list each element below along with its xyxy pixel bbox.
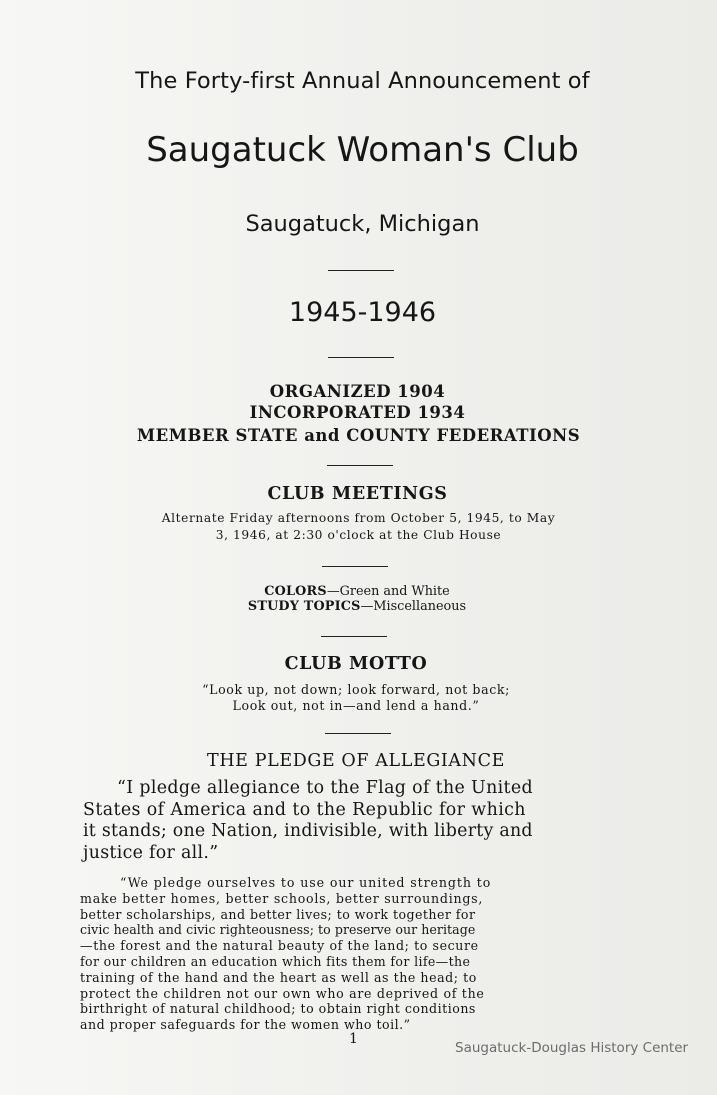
year-heading: 1945-1946 xyxy=(288,297,437,328)
creed-line: for our children an education which fits them for life—the xyxy=(80,953,471,969)
creed-line: training of the hand and the heart as well as the head; to xyxy=(80,969,477,985)
pledge-text xyxy=(83,778,623,864)
pledge-line: “I pledge allegiance to the Flag of the United xyxy=(117,778,533,798)
club-motto-title: CLUB MOTTO xyxy=(284,654,428,674)
organized-line: ORGANIZED 1904 xyxy=(269,382,446,401)
motto-line-2: Look out, not in—and lend a hand.” xyxy=(232,698,480,713)
divider xyxy=(327,465,393,466)
incorporated-line: INCORPORATED 1934 xyxy=(249,403,466,422)
history-center-watermark: Saugatuck-Douglas History Center xyxy=(455,1040,689,1056)
divider xyxy=(328,270,394,271)
location-heading: Saugatuck, Michigan xyxy=(245,211,480,237)
creed-line: make better homes, better schools, better surroundings, xyxy=(80,890,484,906)
announcement-heading: The Forty-first Annual Announcement of xyxy=(135,68,590,94)
page-number: 1 xyxy=(349,1031,358,1047)
womens-creed xyxy=(80,875,620,1033)
creed-line: —the forest and the natural beauty of the land; to secure xyxy=(80,938,479,954)
divider xyxy=(328,357,394,358)
divider xyxy=(325,733,391,734)
pledge-line: States of America and to the Republic for which xyxy=(83,799,526,820)
federation-line: MEMBER STATE and COUNTY FEDERATIONS xyxy=(136,426,581,445)
study-topics-line xyxy=(0,599,714,615)
divider xyxy=(321,636,387,637)
creed-line: birthright of natural childhood; to obtain right conditions xyxy=(80,1001,476,1017)
creed-line: protect the children not our own who are deprived of the xyxy=(80,985,485,1001)
divider xyxy=(322,566,388,567)
pledge-title: THE PLEDGE OF ALLEGIANCE xyxy=(207,751,505,771)
creed-line: and proper safeguards for the women who toil.” xyxy=(80,1017,411,1033)
colors-label: COLORS xyxy=(264,584,327,599)
motto-line-1: “Look up, not down; look forward, not back; xyxy=(202,682,510,697)
creed-line: “We pledge ourselves to use our united strength to xyxy=(120,875,492,890)
colors-line xyxy=(0,584,714,600)
study-topics-label: STUDY TOPICS xyxy=(247,599,361,614)
pledge-line: it stands; one Nation, indivisible, with liberty and xyxy=(83,821,533,841)
club-name-title: Saugatuck Woman's Club xyxy=(146,130,579,170)
meetings-line-2: 3, 1946, at 2:30 o'clock at the Club House xyxy=(215,528,502,542)
club-meetings-title: CLUB MEETINGS xyxy=(267,484,448,504)
study-topics-value: —Miscellaneous xyxy=(360,599,467,614)
creed-line: civic health and civic righteousness; to preserve our heritage xyxy=(80,922,476,938)
colors-value: —Green and White xyxy=(326,584,450,599)
pledge-line: justice for all.” xyxy=(83,842,219,863)
meetings-line-1: Alternate Friday afternoons from October 5, 1945, to May xyxy=(161,511,556,525)
creed-line: better scholarships, and better lives; to work together for xyxy=(80,906,476,922)
